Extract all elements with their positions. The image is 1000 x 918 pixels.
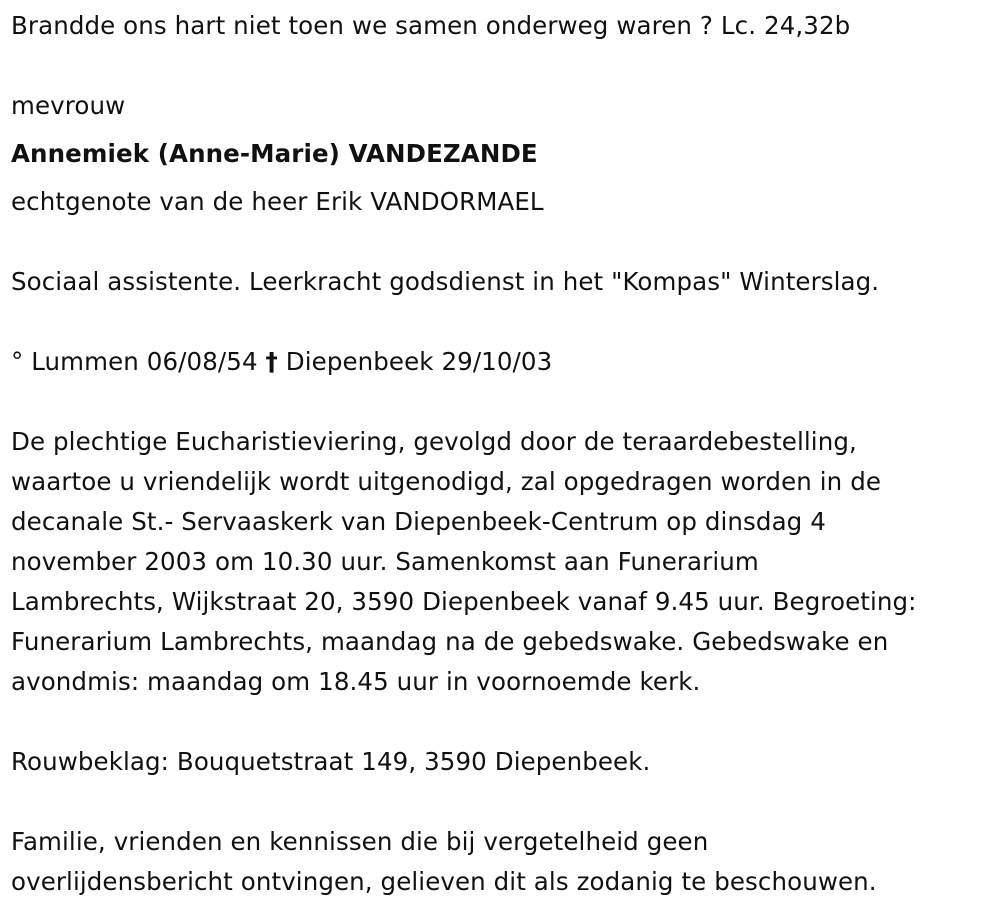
service-line: decanale St.- Servaaskerk van Diepenbeek-Centrum op dinsdag 4	[11, 507, 826, 536]
life-dates	[11, 342, 996, 382]
epigraph: Brandde ons hart niet toen we samen onderweg waren ? Lc. 24,32b	[11, 11, 851, 40]
spacer	[11, 302, 996, 342]
service-line: Funerarium Lambrechts, maandag na de gebedswake. Gebedswake en	[11, 627, 889, 656]
service-line: Lambrechts, Wijkstraat 20, 3590 Diepenbeek vanaf 9.45 uur. Begroeting:	[11, 587, 917, 616]
spacer	[11, 126, 996, 134]
spacer	[11, 782, 996, 822]
cross-icon: †	[265, 347, 278, 376]
spacer	[11, 222, 996, 262]
spouse-line: echtgenote van de heer Erik VANDORMAEL	[11, 187, 544, 216]
deceased-name: Annemiek (Anne-Marie) VANDEZANDE	[11, 139, 538, 168]
obituary-notice	[11, 6, 996, 902]
condolence-address: Rouwbeklag: Bouquetstraat 149, 3590 Diepenbeek.	[11, 747, 651, 776]
closing-line: overlijdensbericht ontvingen, gelieven dit als zodanig te beschouwen.	[11, 867, 877, 896]
service-line: november 2003 om 10.30 uur. Samenkomst aan Funerarium	[11, 547, 759, 576]
closing-paragraph	[11, 822, 996, 902]
spacer	[11, 174, 996, 182]
spacer	[11, 702, 996, 742]
service-line: avondmis: maandag om 18.45 uur in voornoemde kerk.	[11, 667, 701, 696]
spacer	[11, 382, 996, 422]
birth-info: ° Lummen 06/08/54	[11, 347, 258, 376]
occupation-line: Sociaal assistente. Leerkracht godsdienst in het "Kompas" Winterslag.	[11, 267, 880, 296]
spacer	[11, 46, 996, 86]
service-line: De plechtige Eucharistieviering, gevolgd door de teraardebestelling,	[11, 427, 857, 456]
honorific: mevrouw	[11, 91, 126, 120]
service-paragraph	[11, 422, 996, 702]
service-line: waartoe u vriendelijk wordt uitgenodigd, zal opgedragen worden in de	[11, 467, 882, 496]
death-info: Diepenbeek 29/10/03	[285, 347, 553, 376]
closing-line: Familie, vrienden en kennissen die bij vergetelheid geen	[11, 827, 709, 856]
